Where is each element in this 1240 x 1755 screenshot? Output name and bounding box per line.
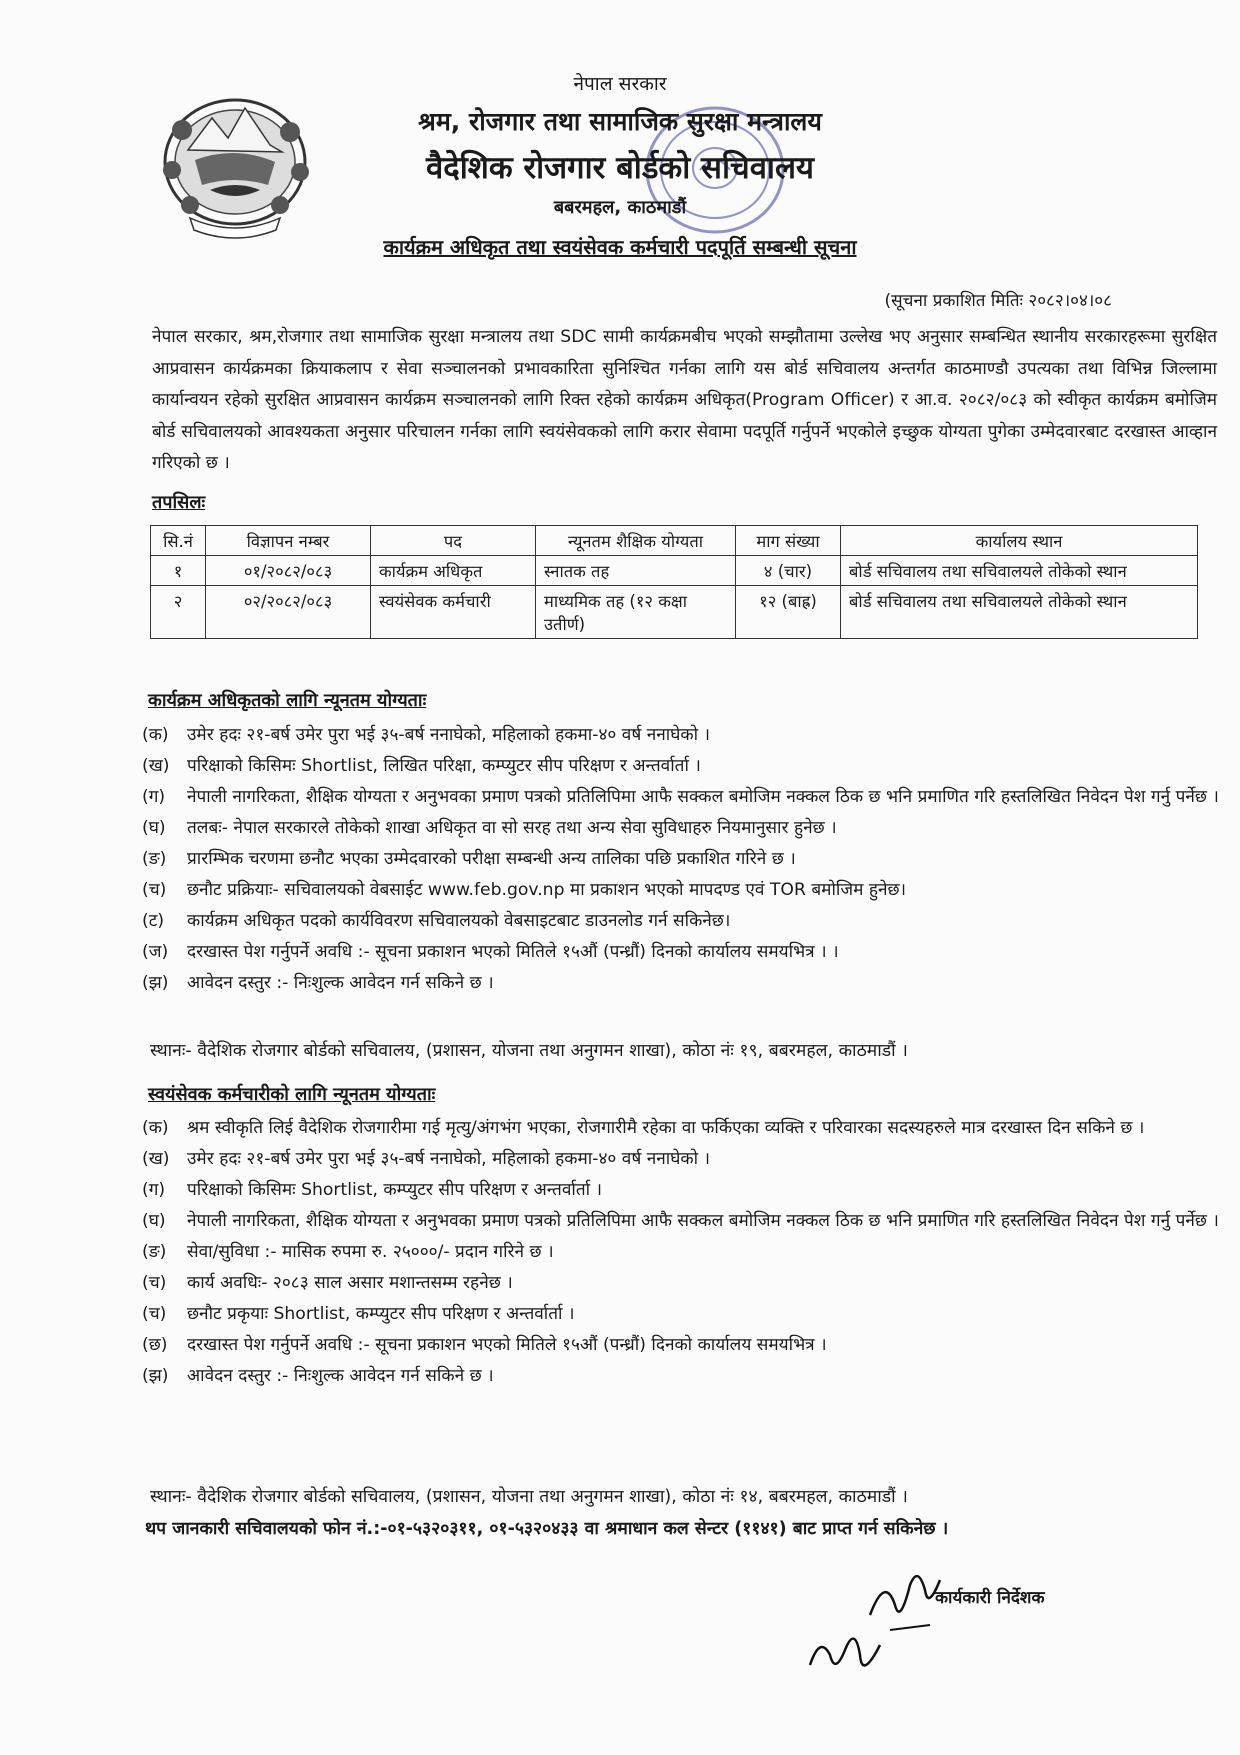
item-text: तलबः- नेपाल सरकारले तोकेको शाखा अधिकृत वा सो सरह तथा अन्य सेवा सुविधाहरु नियमानुसार हुनेछ ।: [187, 818, 837, 838]
list-item: [142, 1268, 1222, 1299]
item-marker: (ख): [142, 1149, 170, 1169]
list-item: [142, 1299, 1222, 1330]
volunteer-heading: स्वयंसेवक कर्मचारीको लागि न्यूनतम योग्यताः: [148, 1084, 436, 1105]
item-marker: (च): [142, 880, 167, 900]
notice-title: कार्यक्रम अधिकृत तथा स्वयंसेवक कर्मचारी पदपूर्ति सम्बन्धी सूचना: [383, 235, 857, 259]
cell-location: बोर्ड सचिवालय तथा सचिवालयले तोकेको स्थान: [841, 556, 1198, 586]
item-text: नेपाली नागरिकता, शैक्षिक योग्यता र अनुभवका प्रमाण पत्रको प्रतिलिपिमा आफै सक्कल बमोजिम नक्कल ठिक छ भनि प्रमाणित गरि हस्तलिखित निवेदन पेश गर्नु पर्नेछ ।: [187, 1211, 1219, 1231]
item-marker: (ज): [142, 942, 169, 962]
cell-ad-number: ०२/२०८२/०८३: [206, 586, 371, 639]
item-marker: (घ): [142, 1211, 166, 1231]
signatory-title: कार्यकारी निर्देशक: [935, 1588, 1045, 1608]
publication-date: (सूचना प्रकाशित मितिः २०८२।०४।०८: [884, 291, 1112, 311]
col-header-post: पद: [371, 526, 536, 556]
cell-post: स्वयंसेवक कर्मचारी: [371, 586, 536, 639]
cell-demand: १२ (बाह्र): [736, 586, 841, 639]
item-marker: (ग): [142, 787, 166, 807]
list-item: [142, 1113, 1222, 1144]
item-text: सेवा/सुविधा :- मासिक रुपमा रु. २५०००/- प्रदान गरिने छ ।: [187, 1242, 554, 1262]
volunteer-location: स्थानः- वैदेशिक रोजगार बोर्डको सचिवालय, (प्रशासन, योजना तथा अनुगमन शाखा), कोठा नंः १४, बबरमहल, काठमाडौं ।: [150, 1487, 908, 1507]
program-officer-requirements: [142, 720, 1222, 999]
col-header-demand: माग संख्या: [736, 526, 841, 556]
intro-paragraph: नेपाल सरकार, श्रम,रोजगार तथा सामाजिक सुरक्षा मन्त्रालय तथा SDC सामी कार्यक्रमबीच भएको सम्झौतामा उल्लेख भए अनुसार सम्बन्धित स्थानीय सरकारहरूमा सुरक्षित आप्रवासन कार्यक्रमका क्रियाकलाप र सेवा सञ्चालनको प्रभावकारिता सुनिश्चित गर्नका लागि यस बोर्ड सचिवालय अन्तर्गत काठमाण्डौ उपत्यका तथा विभिन्न जिल्लामा कार्यान्वयन रहेको सुरक्षित आप्रवासन कार्यक्रम सञ्चालनको लागि रिक्त रहेको कार्यक्रम अधिकृत(Program Officer) र आ.व. २०८२/०८३ को स्वीकृत कार्यक्रम बमोजिम बोर्ड सचिवालयको आवश्यकता अनुसार परिचालन गर्नका लागि स्वयंसेवकको लागि करार सेवामा पदपूर्ति गर्नुपर्ने भएकोले इच्छुक योग्यता पुगेका उम्मेदवारबाट दरखास्त आव्हान गरिएको छ ।: [152, 327, 1217, 473]
list-item: [142, 751, 1222, 782]
item-marker: (ट): [142, 911, 165, 931]
list-item: [142, 1330, 1222, 1361]
item-text: आवेदन दस्तुर :- निःशुल्क आवेदन गर्न सकिने छ ।: [187, 1366, 494, 1386]
item-text: उमेर हदः २१-बर्ष उमेर पुरा भई ३५-बर्ष ननाघेको, महिलाको हकमा-४० वर्ष ननाघेको ।: [187, 1149, 711, 1169]
item-text: उमेर हदः २१-बर्ष उमेर पुरा भई ३५-बर्ष ननाघेको, महिलाको हकमा-४० वर्ष ननाघेको ।: [187, 725, 711, 745]
list-item: [142, 968, 1222, 999]
table-header-row: [151, 526, 1198, 556]
item-text: परिक्षाको किसिमः Shortlist, लिखित परिक्षा, कम्प्युटर सीप परिक्षण र अन्तर्वार्ता ।: [187, 756, 701, 776]
item-text: आवेदन दस्तुर :- निःशुल्क आवेदन गर्न सकिने छ ।: [187, 973, 494, 993]
cell-qualification: माध्यमिक तह (१२ कक्षा उतीर्ण): [536, 586, 736, 639]
item-marker: (ख): [142, 756, 170, 776]
list-item: [142, 813, 1222, 844]
item-marker: (च): [142, 1273, 167, 1293]
item-text: नेपाली नागरिकता, शैक्षिक योग्यता र अनुभवका प्रमाण पत्रको प्रतिलिपिमा आफै सक्कल बमोजिम नक्कल ठिक छ भनि प्रमाणित गरि हस्तलिखित निवेदन पेश गर्नु पर्नेछ ।: [187, 787, 1219, 807]
col-header-sn: सि.नं: [151, 526, 206, 556]
list-item: [142, 1175, 1222, 1206]
list-item: [142, 1144, 1222, 1175]
item-marker: (छ): [142, 1335, 168, 1355]
table-row: [151, 586, 1198, 639]
cell-qualification: स्नातक तह: [536, 556, 736, 586]
item-text: छनौट प्रक्रियाः- सचिवालयको वेबसाईट www.feb.gov.np मा प्रकाशन भएको मापदण्ड एवं TOR बमोजिम हुनेछ।: [187, 880, 907, 900]
contact-info: थप जानकारी सचिवालयको फोन नं.:-०१-५३२०३११, ०१-५३२०४३३ वा श्रमाधान कल सेन्टर (११४१) बाट प्राप्त गर्न सकिनेछ ।: [145, 1519, 949, 1539]
ministry-name: श्रम, रोजगार तथा सामाजिक सुरक्षा मन्त्रालय: [418, 107, 822, 136]
col-header-qualification: न्यूनतम शैक्षिक योग्यता: [536, 526, 736, 556]
cell-demand: ४ (चार): [736, 556, 841, 586]
item-text: कार्यक्रम अधिकृत पदको कार्यविवरण सचिवालयको वेबसाइटबाट डाउनलोड गर्न सकिनेछ।: [187, 911, 731, 931]
cell-ad-number: ०१/२०८२/०८३: [206, 556, 371, 586]
item-text: परिक्षाको किसिमः Shortlist, कम्प्युटर सीप परिक्षण र अन्तर्वार्ता ।: [187, 1180, 603, 1200]
item-marker: (झ): [142, 1366, 169, 1386]
details-heading: तपसिलः: [152, 492, 206, 513]
item-text: दरखास्त पेश गर्नुपर्ने अवधि :- सूचना प्रकाशन भएको मितिले १५औं (पन्ध्रौं) दिनको कार्यालय समयभित्र ।: [187, 1335, 827, 1355]
item-text: छनौट प्रकृयाः Shortlist, कम्प्युटर सीप परिक्षण र अन्तर्वार्ता ।: [187, 1304, 575, 1324]
item-marker: (झ): [142, 973, 169, 993]
item-marker: (क): [142, 1118, 169, 1138]
list-item: [142, 1237, 1222, 1268]
cell-location: बोर्ड सचिवालय तथा सचिवालयले तोकेको स्थान: [841, 586, 1198, 639]
program-officer-location: स्थानः- वैदेशिक रोजगार बोर्डको सचिवालय, (प्रशासन, योजना तथा अनुगमन शाखा), कोठा नंः १९, बबरमहल, काठमाडौं ।: [150, 1041, 908, 1061]
list-item: [142, 906, 1222, 937]
secretariat-name: वैदेशिक रोजगार बोर्डको सचिवालय: [426, 150, 814, 186]
item-text: प्रारम्भिक चरणमा छनौट भएका उम्मेदवारको परीक्षा सम्बन्धी अन्य तालिका पछि प्रकाशित गरिने छ ।: [187, 849, 796, 869]
item-marker: (ङ): [142, 1242, 167, 1262]
item-marker: (च): [142, 1304, 167, 1324]
item-text: श्रम स्वीकृति लिई वैदेशिक रोजगारीमा गई मृत्यु/अंगभंग भएका, रोजगारीमै रहेका वा फर्किएका व्यक्ति र परिवारका सदस्यहरुले मात्र दरखास्त दिन सकिने छ ।: [187, 1118, 1145, 1138]
list-item: [142, 782, 1222, 813]
vacancy-table: [150, 525, 1198, 639]
col-header-ad-number: विज्ञापन नम्बर: [206, 526, 371, 556]
list-item: [142, 875, 1222, 906]
item-marker: (क): [142, 725, 169, 745]
item-marker: (ङ): [142, 849, 167, 869]
list-item: [142, 1206, 1222, 1237]
government-name: नेपाल सरकार: [573, 73, 667, 95]
program-officer-heading: कार्यक्रम अधिकृतको लागि न्यूनतम योग्यताः: [148, 690, 427, 711]
item-marker: (ग): [142, 1180, 166, 1200]
cell-sn: २: [151, 586, 206, 639]
list-item: [142, 720, 1222, 751]
cell-sn: १: [151, 556, 206, 586]
item-text: दरखास्त पेश गर्नुपर्ने अवधि :- सूचना प्रकाशन भएको मितिले १५औं (पन्ध्रौं) दिनको कार्यालय समयभित्र । ।: [187, 942, 839, 962]
office-address: बबरमहल, काठमाडौं: [553, 197, 687, 218]
volunteer-requirements: [142, 1113, 1222, 1392]
list-item: [142, 1361, 1222, 1392]
item-marker: (घ): [142, 818, 166, 838]
list-item: [142, 844, 1222, 875]
cell-post: कार्यक्रम अधिकृत: [371, 556, 536, 586]
table-row: [151, 556, 1198, 586]
list-item: [142, 937, 1222, 968]
signature-icon: [800, 1555, 960, 1695]
col-header-location: कार्यालय स्थान: [841, 526, 1198, 556]
item-text: कार्य अवधिः- २०८३ साल असार मशान्तसम्म रहनेछ ।: [187, 1273, 513, 1293]
